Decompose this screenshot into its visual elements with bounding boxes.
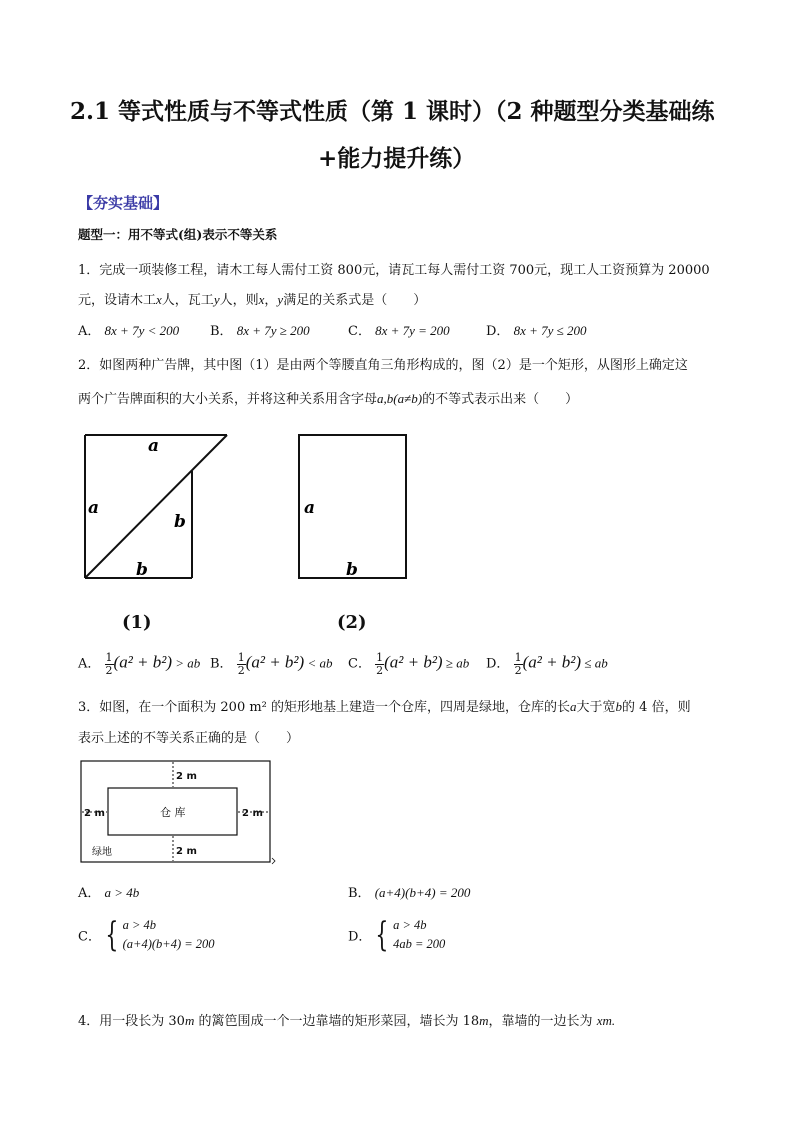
q3-text-line2: 表示上述的不等关系正确的是（ ） <box>78 731 300 746</box>
page-title-line2: +能力提升练） <box>318 145 476 172</box>
fig1-label-top: a <box>148 436 160 456</box>
q2-figure-2 <box>290 425 420 595</box>
fig1-label-left: a <box>88 498 100 518</box>
q3-label-top: 2 m <box>176 771 197 782</box>
q2-figure-2-caption: (2) <box>337 612 367 633</box>
q3-label-right: 2 m <box>242 808 263 819</box>
section-heading: 【夯实基础】 <box>78 194 169 212</box>
q3-option-d[interactable]: D． { a > 4b 4ab = 200 <box>348 914 446 955</box>
q3-label-warehouse: 仓 库 <box>160 806 186 819</box>
page-title-line1: 2.1 等式性质与不等式性质（第 1 课时）（2 种题型分类基础练 <box>70 98 715 125</box>
q1-option-a[interactable]: A． 8x + 7y < 200 <box>78 323 180 339</box>
q3-label-left: 2 m <box>84 808 105 819</box>
fig1-label-bottom: b <box>136 560 148 580</box>
q2-figure-1-caption: (1) <box>122 612 152 633</box>
q2-figure-1 <box>70 425 240 595</box>
q1-option-c[interactable]: C． 8x + 7y = 200 <box>348 323 450 339</box>
q2-text-line2: 两个广告牌面积的大小关系，并将这种关系用含字母a,b(a≠b)的不等式表示出来（ ） <box>78 391 579 407</box>
q2-option-c[interactable]: C． $\frac{1}{2}$ (a² + b²) ≥ ab <box>348 651 470 677</box>
q2-text-line1: 2．如图两种广告牌，其中图（1）是由两个等腰直角三角形构成的，图（2）是一个矩形，从图形上确定这 <box>78 358 688 373</box>
q3-option-b[interactable]: B． (a+4)(b+4) = 200 <box>348 885 471 901</box>
q3-text-line1: 3．如图，在一个面积为 200 m² 的矩形地基上建造一个仓库，四周是绿地，仓库的长a大于宽b的 4 倍，则 <box>78 699 691 715</box>
topic-heading: 题型一：用不等式(组)表示不等关系 <box>78 227 278 242</box>
q3-option-a[interactable]: A． a > 4b <box>78 885 140 901</box>
q3-label-bottom: 2 m <box>176 846 197 857</box>
q3-option-c[interactable]: C． { a > 4b (a+4)(b+4) = 200 <box>78 914 215 955</box>
q3-label-green: 绿地 <box>92 847 112 858</box>
fig2-label-bottom: b <box>346 560 358 580</box>
q2-option-a[interactable]: A． $\frac{1}{2}$ (a² + b²) > ab <box>78 651 201 677</box>
q2-option-b[interactable]: B． $\frac{1}{2}$ (a² + b²) < ab <box>210 651 333 677</box>
fig1-label-right: b <box>174 512 186 532</box>
q3-figure <box>78 758 278 868</box>
fig2-label-left: a <box>304 498 316 518</box>
fig2-rectangle <box>299 435 406 578</box>
q1-text-line2: 元，设请木工x人，瓦工y人，则x，y满足的关系式是（ ） <box>78 292 427 308</box>
q1-option-d[interactable]: D． 8x + 7y ≤ 200 <box>486 323 587 339</box>
fig1-hypotenuse <box>85 435 227 578</box>
q1-option-b[interactable]: B． 8x + 7y ≥ 200 <box>210 323 310 339</box>
q2-option-d[interactable]: D． $\frac{1}{2}$ (a² + b²) ≤ ab <box>486 651 608 677</box>
q1-text-line1: 1．完成一项装修工程，请木工每人需付工资 800元，请瓦工每人需付工资 700元，现工人工资预算为 20000 <box>78 263 710 278</box>
q4-text: 4．用一段长为 30m 的篱笆围成一个一边靠墙的矩形菜园，墙长为 18m，靠墙的一边长为 xm. <box>78 1013 616 1029</box>
